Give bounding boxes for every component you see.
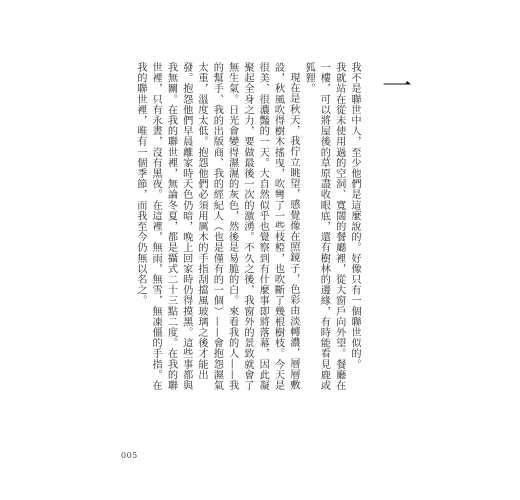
paragraph: 我不是聯世中人，至少他們是這麼說的。好像只有一個聯世似的。	[349, 62, 360, 370]
chapter-marker: 一	[376, 70, 411, 100]
body-text	[100, 62, 362, 392]
paragraph: 我就站在從未使用過的空洞、寬闊的餐廳裡，從大窗戶向外望。餐廳在一樓，可以將屋後的草原盡收眼底，還有樹林的邊緣，有時能看見鹿或狐狸。	[303, 62, 345, 391]
paragraph: 現在是秋天，我佇立眺望，感覺像在照鏡子，色彩由淡轉濃，層層敷設，秋風吹得樹木搖曳，吹彎了一些枝椏，也吹斷了幾根樹枝。今天是很美、很濃豔的一天。大自然似乎也覺察到有什麼事即將落幕，因此凝聚起全身之力，要做最後一次的激湧。不久之後，我窗外的景致就會了無生氣。日光會變得濕濕的灰色，然後是易脆的白。來看我的人——我的幫手、我的出版商、我的經紀人（也是僅有的一個）——會抱怨濕氣太重，溫度太低。抱怨他們必須用厲木的手指刮擋風玻璃之後才能出發。抱怨他們早晨離家時天色仍暗，晚上回家時仍得摸黑。這些事都與我無關。在我的聯世裡，無論冬夏，都是攝式二十三點二度。在我的聯世裡，只有永晝，沒有黑夜。在這裡，無雨，無雪，無凍僵的手指。在我的聯世裡，唯有一個季節，而我至今仍無以名之。	[134, 62, 299, 391]
page-number: 005	[121, 451, 138, 460]
